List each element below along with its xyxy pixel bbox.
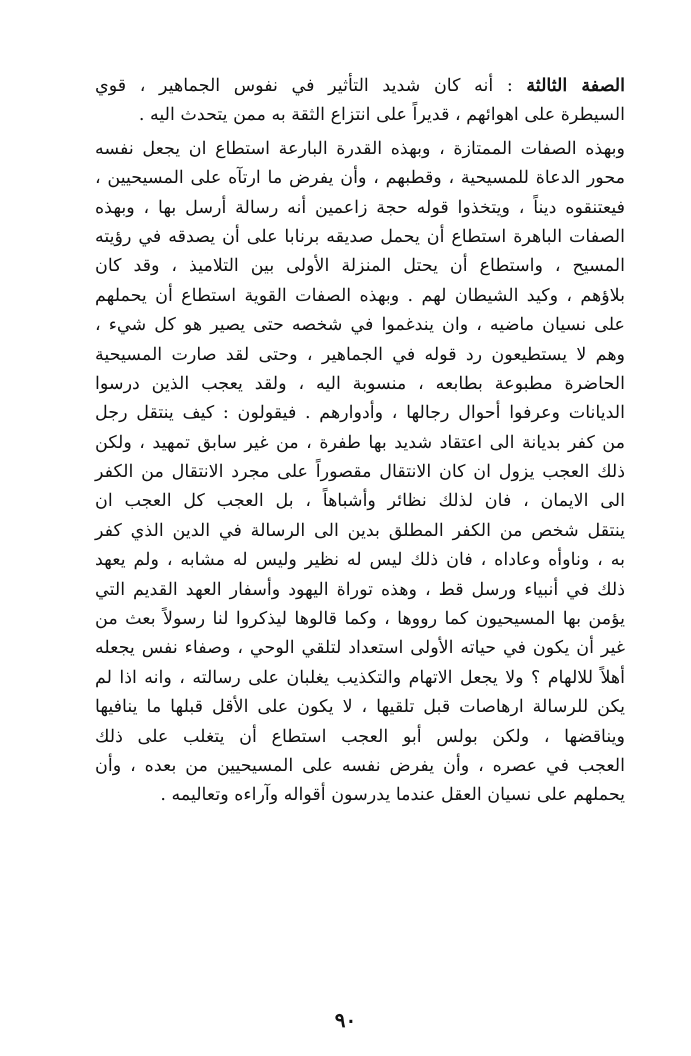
text-line: وبهذه الصفات الممتازة ، وبهذه القدرة البارعة استطاع ان يجعل نفسه [95, 138, 625, 159]
text-line: المسيح ، واستطاع أن يحتل المنزلة الأولى بين التلاميذ ، وقد كان [95, 256, 625, 277]
page-body [95, 72, 625, 815]
paragraph-1 [95, 72, 625, 131]
text-line: فيعتنقوه ديناً ، ويتخذوا قوله حجة زاعمين أنه رسالة أرسل بها ، وبهذه [95, 197, 625, 218]
text-line: وهم لا يستطيعون رد قوله في الجماهير ، وحتى لقد صارت المسيحية [95, 344, 625, 365]
text-line: يحملهم على نسيان العقل عندما يدرسون أقواله وآراءه وتعاليمه . [160, 785, 625, 806]
text-line: الصفات الباهرة استطاع أن يحمل صديقه برنابا على أن يصدقه في رؤيته [95, 226, 625, 247]
text-line: ذلك في أنبياء ورسل قط ، وهذه توراة اليهود وأسفار العهد القديم التي [95, 579, 625, 600]
text-line: محور الدعاة للمسيحية ، وقطبهم ، وأن يفرض ما ارتآه على المسيحيين ، [95, 168, 625, 189]
text-line: السيطرة على اهوائهم ، قديراً على انتزاع الثقة به ممن يتحدث اليه . [138, 105, 625, 126]
section-heading: الصفة الثالثة [526, 76, 626, 96]
text-line: الحاضرة مطبوعة بطابعه ، منسوبة اليه ، ولقد يعجب الذين درسوا [95, 373, 625, 394]
text-line: بلاؤهم ، وكيد الشيطان لهم . وبهذه الصفات القوية استطاع أن يحملهم [95, 285, 625, 306]
text-line: يكن للرسالة ارهاصات قبل تلقيها ، لا يكون على الأقل قبلها ما ينافيها [95, 697, 625, 718]
text-line: ويناقضها ، ولكن بولس أبو العجب استطاع أن يتغلب على ذلك [95, 726, 625, 747]
text-line: الديانات وعرفوا أحوال رجالها ، وأدوارهم . فيقولون : كيف ينتقل رجل [95, 403, 625, 424]
text-line: به ، وناوأه وعاداه ، فان ذلك ليس له نظير وليس له مشابه ، ولم يعهد [95, 550, 625, 571]
paragraph-2 [95, 135, 625, 811]
text-line: يؤمن بها المسيحيون كما رووها ، وكما قالوها ليذكروا لنا رسولاً بعث من [95, 609, 625, 630]
text-line: على نسيان ماضيه ، وان يندغموا في شخصه حتى يصير هو كل شيء ، [95, 315, 625, 336]
page-number: ٩٠ [334, 1008, 357, 1032]
text-line: العجب في عصره ، وأن يفرض نفسه على المسيحيين من بعده ، وأن [95, 755, 625, 776]
text-line: الى الايمان ، فان لذلك نظائر وأشباهاً ، بل العجب كل العجب ان [95, 491, 625, 512]
text-line: غير أن يكون في حياته الأولى استعداد لتلقي الوحي ، وصفاء نفس يجعله [95, 638, 625, 659]
text-line: أهلاً للالهام ؟ ولا يجعل الاتهام والتكذيب يغلبان على رسالته ، وانه اذا لم [95, 667, 625, 688]
text-line-rest: : أنه كان شديد التأثير في نفوس الجماهير ، قوي [95, 76, 527, 96]
text-line: ينتقل شخص من الكفر المطلق بدين الى الرسالة في الدين الذي كفر [95, 520, 625, 541]
text-line [95, 72, 625, 101]
text-line: ذلك العجب يزول ان كان الانتقال مقصوراً على مجرد الانتقال من الكفر [95, 462, 625, 483]
text-line: من كفر بديانة الى اعتقاد شديد بها طفرة ، من غير سابق تمهيد ، ولكن [95, 432, 625, 453]
